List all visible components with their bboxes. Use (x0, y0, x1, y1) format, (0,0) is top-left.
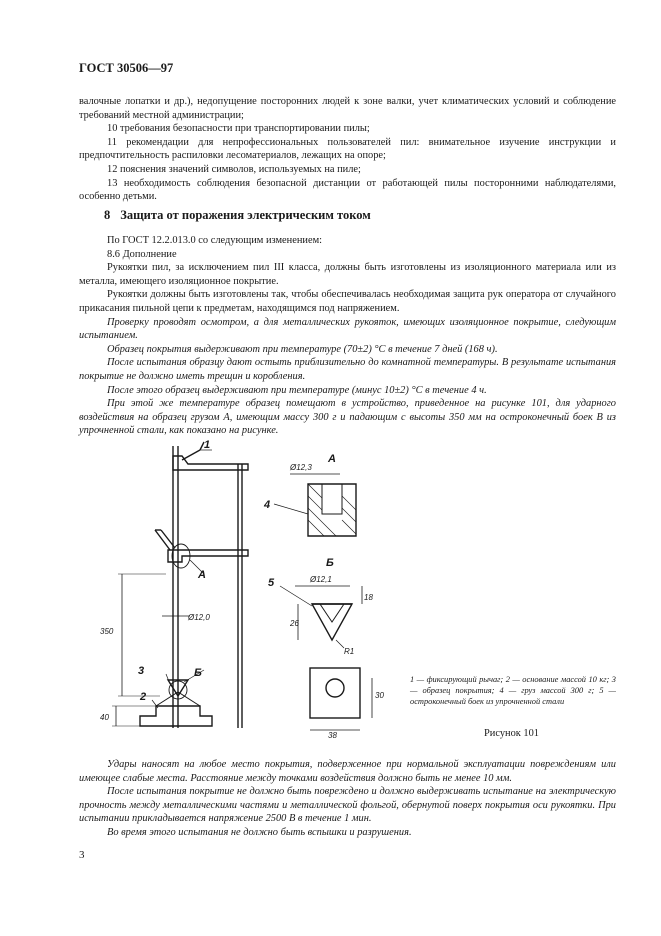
intro-paragraph: 10 требования безопасности при транспортировании пилы; (107, 123, 370, 135)
base-hole (326, 679, 344, 697)
base-plan-view (310, 668, 372, 730)
section-paragraph: Рукоятки должны быть изготовлены так, чтобы обеспечивалась необходимая защита рук оператора от случайного прикасания пильной цепи к предметам, находящимся под напряжением. (79, 289, 616, 314)
label-1: 1 (204, 439, 211, 451)
detail-a (274, 474, 356, 536)
test-apparatus (112, 442, 248, 728)
dim-d12-3: Ø12,3 (290, 463, 312, 472)
intro-paragraph: 11 рекомендации для непрофессиональных пользователей пил: внимательное изучение инструкции и предпочтительность распиловки лесоматериалов, лежащих на опоре; (79, 136, 616, 162)
bottom-paragraph: После испытания покрытие не должно быть повреждено и должно выдерживать испытание на электрическую прочность между металлическими частями и металлической фольгой, обернутой поверх покрытия оси рукоятки. При испытании прикладывается напряжение 2500 В в течение 1 мин. (79, 786, 616, 825)
label-2: 2 (140, 691, 147, 703)
dim-26: 26 (290, 619, 299, 628)
label-b-main: Б (194, 667, 202, 679)
section-heading (104, 208, 381, 223)
intro-paragraph: 12 пояснения значений символов, используемых на пиле; (107, 163, 361, 175)
intro-paragraph: 13 необходимость соблюдения безопасной дистанции от работающей пилы посторонними наблюдателями, особенно детьми. (79, 177, 616, 203)
section-paragraph: По ГОСТ 12.2.013.0 со следующим изменением: (107, 235, 323, 246)
section-number: 8 (104, 208, 111, 222)
weight-clamp (168, 550, 248, 562)
dim-d12-main: Ø12,0 (188, 613, 210, 622)
section-paragraph: 8.6 Дополнение (107, 248, 177, 260)
dim-d12-1: Ø12,1 (310, 575, 332, 584)
section-paragraph: Образец покрытия выдерживают при температуре (70±2) °С в течение 7 дней (168 ч). (107, 343, 498, 355)
intro-paragraph: валочные лопатки и др.), недопущение посторонних людей к зоне валки, учет климатических условий и соблюдение требований местной администрации; (79, 96, 616, 121)
section-paragraph: Рукоятки пил, за исключением пил III класса, должны быть изготовлены из изоляционного материала или из металла, имеющего изоляционное покрытие. (79, 262, 616, 287)
bottom-paragraph: Во время этого испытания не должно быть вспышки и разрушения. (107, 826, 412, 838)
section-paragraph: После испытания образцу дают остыть приблизительно до комнатной температуры. В результате испытания покрытие не должно иметь трещин и коробления. (79, 357, 616, 382)
bottom-text (79, 758, 616, 840)
section-paragraph: Проверку проводят осмотром, а для металлических рукояток, имеющих изоляционное покрытие, следующим испытанием. (79, 316, 616, 342)
section-title: Защита от поражения электрическим током (120, 208, 371, 222)
dim-30: 30 (375, 691, 384, 700)
figure-101-drawing (100, 436, 400, 741)
detail-b (280, 586, 362, 648)
figure-caption: Рисунок 101 (484, 728, 539, 739)
label-4: 4 (264, 499, 271, 511)
weight-section (308, 484, 356, 536)
intro-text (79, 95, 616, 204)
label-a-detail: A (328, 453, 336, 465)
section-paragraph: После этого образец выдерживают при температуре (минус 10±2) °С в течение 4 ч. (107, 384, 487, 396)
legend-text: 1 — фиксирующий рычаг; 2 — основание массой 10 кг; 3 — образец покрытия; 4 — груз массой 300 г; 5 — остроконечный боек из упрочненной стали (410, 675, 616, 706)
label-3: 3 (138, 665, 145, 677)
dim-38: 38 (328, 731, 337, 740)
apparatus-base (140, 706, 212, 726)
dim-40: 40 (100, 713, 109, 722)
page-number: 3 (79, 849, 85, 861)
bottom-paragraph: Удары наносят на любое место покрытия, подверженное при нормальной эксплуатации повреждениям или имеющее слабые места. Расстояние между точками воздействия должно быть не менее 10 мм. (79, 759, 616, 784)
dim-350: 350 (100, 627, 114, 636)
label-a-main: A (198, 569, 206, 581)
section-text (79, 234, 616, 438)
document-header: ГОСТ 30506—97 (79, 61, 174, 75)
base-square (310, 668, 360, 718)
label-b-detail: Б (326, 557, 334, 569)
label-5: 5 (268, 577, 275, 589)
dim-r1: R1 (344, 647, 355, 656)
dim-18: 18 (364, 593, 373, 602)
figure-legend (410, 675, 616, 707)
section-paragraph: При этой же температуре образец помещают в устройство, приведенное на рисунке 101, для ударного воздействия на образец грузом A, имеющим массу 300 г и падающим с высоты 350 мм на остроконечный боек B из упрочненной стали, как показано на рисунке. (79, 398, 616, 437)
